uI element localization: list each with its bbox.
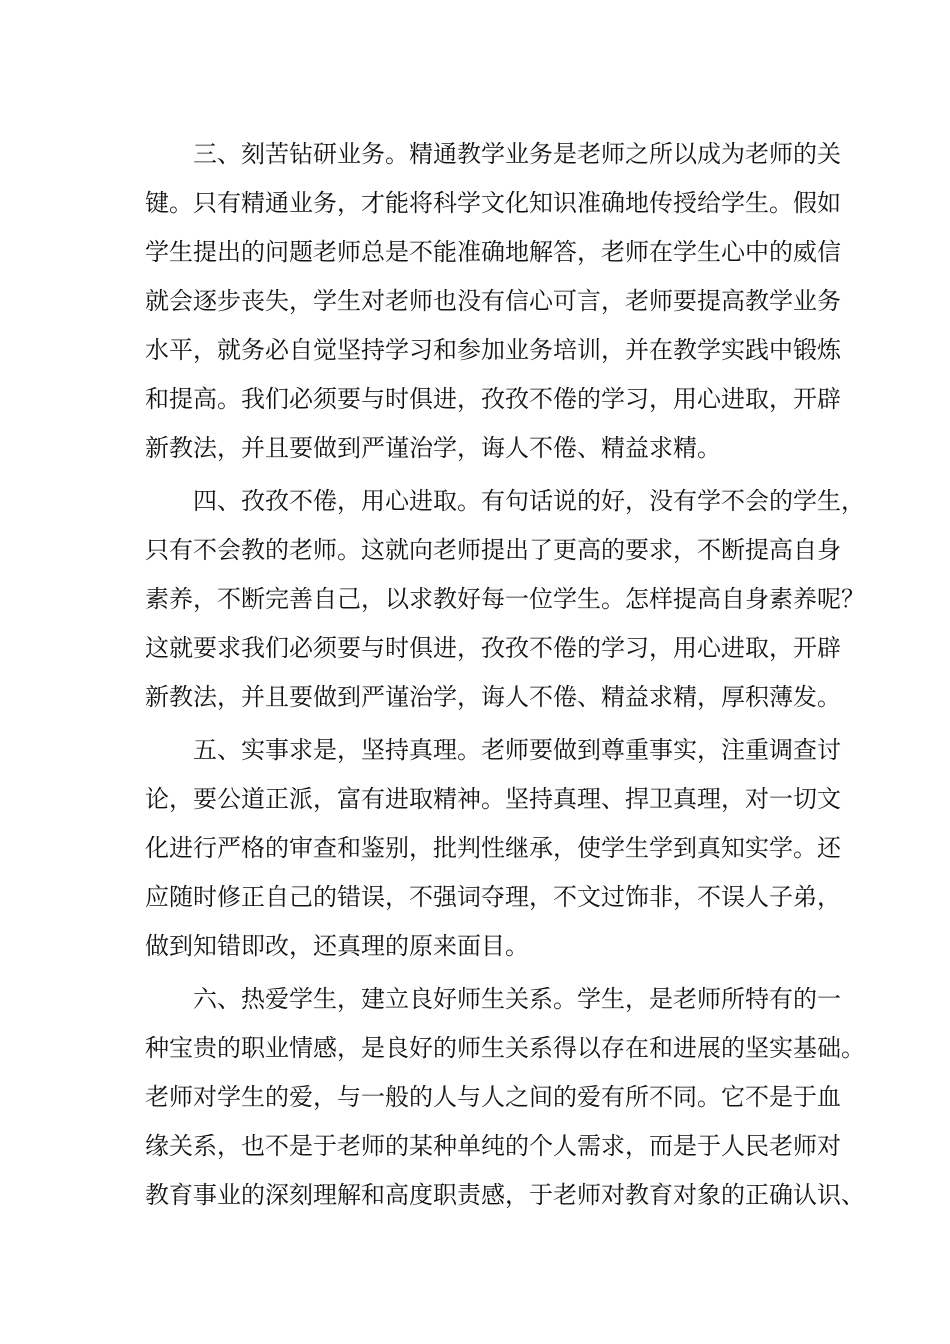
paragraph-line: 键。只有精通业务，才能将科学文化知识准确地传授给学生。假如 xyxy=(145,189,841,217)
paragraph-line: 水平，就务必自觉坚持学习和参加业务培训，并在教学实践中锻炼 xyxy=(145,336,841,364)
paragraph-line: 化进行严格的审查和鉴别，批判性继承，使学生学到真知实学。还 xyxy=(145,834,841,862)
paragraph-line: 就会逐步丧失，学生对老师也没有信心可言，老师要提高教学业务 xyxy=(145,287,841,315)
paragraph-line: 和提高。我们必须要与时俱进，孜孜不倦的学习，用心进取，开辟 xyxy=(145,385,841,413)
paragraph-line: 四、孜孜不倦，用心进取。有句话说的好，没有学不会的学生， xyxy=(193,487,865,515)
paragraph-line: 种宝贵的职业情感，是良好的师生关系得以存在和进展的坚实基础。 xyxy=(145,1034,865,1062)
paragraph-line: 做到知错即改，还真理的原来面目。 xyxy=(145,932,529,960)
paragraph-line: 新教法，并且要做到严谨治学，诲人不倦、精益求精。 xyxy=(145,434,721,462)
paragraph-line: 素养，不断完善自己，以求教好每一位学生。怎样提高自身素养呢？ xyxy=(145,585,865,613)
paragraph-line: 缘关系，也不是于老师的某种单纯的个人需求，而是于人民老师对 xyxy=(145,1132,841,1160)
paragraph-line: 只有不会教的老师。这就向老师提出了更高的要求，不断提高自身 xyxy=(145,536,841,564)
paragraph-line: 老师对学生的爱，与一般的人与人之间的爱有所不同。它不是于血 xyxy=(145,1083,841,1111)
paragraph-line: 应随时修正自己的错误，不强词夺理，不文过饰非，不误人子弟， xyxy=(145,883,841,911)
paragraph-line: 学生提出的问题老师总是不能准确地解答，老师在学生心中的威信 xyxy=(145,238,841,266)
paragraph-line: 论，要公道正派，富有进取精神。坚持真理、捍卫真理，对一切文 xyxy=(145,785,841,813)
paragraph-line: 六、热爱学生，建立良好师生关系。学生，是老师所特有的一 xyxy=(193,985,841,1013)
paragraph-line: 五、实事求是，坚持真理。老师要做到尊重事实，注重调查讨 xyxy=(193,736,841,764)
paragraph-line: 教育事业的深刻理解和高度职责感，于老师对教育对象的正确认识、 xyxy=(145,1181,865,1209)
paragraph-line: 新教法，并且要做到严谨治学，诲人不倦、精益求精，厚积薄发。 xyxy=(145,683,841,711)
paragraph-line: 这就要求我们必须要与时俱进，孜孜不倦的学习，用心进取，开辟 xyxy=(145,634,841,662)
paragraph-line: 三、刻苦钻研业务。精通教学业务是老师之所以成为老师的关 xyxy=(193,140,841,168)
